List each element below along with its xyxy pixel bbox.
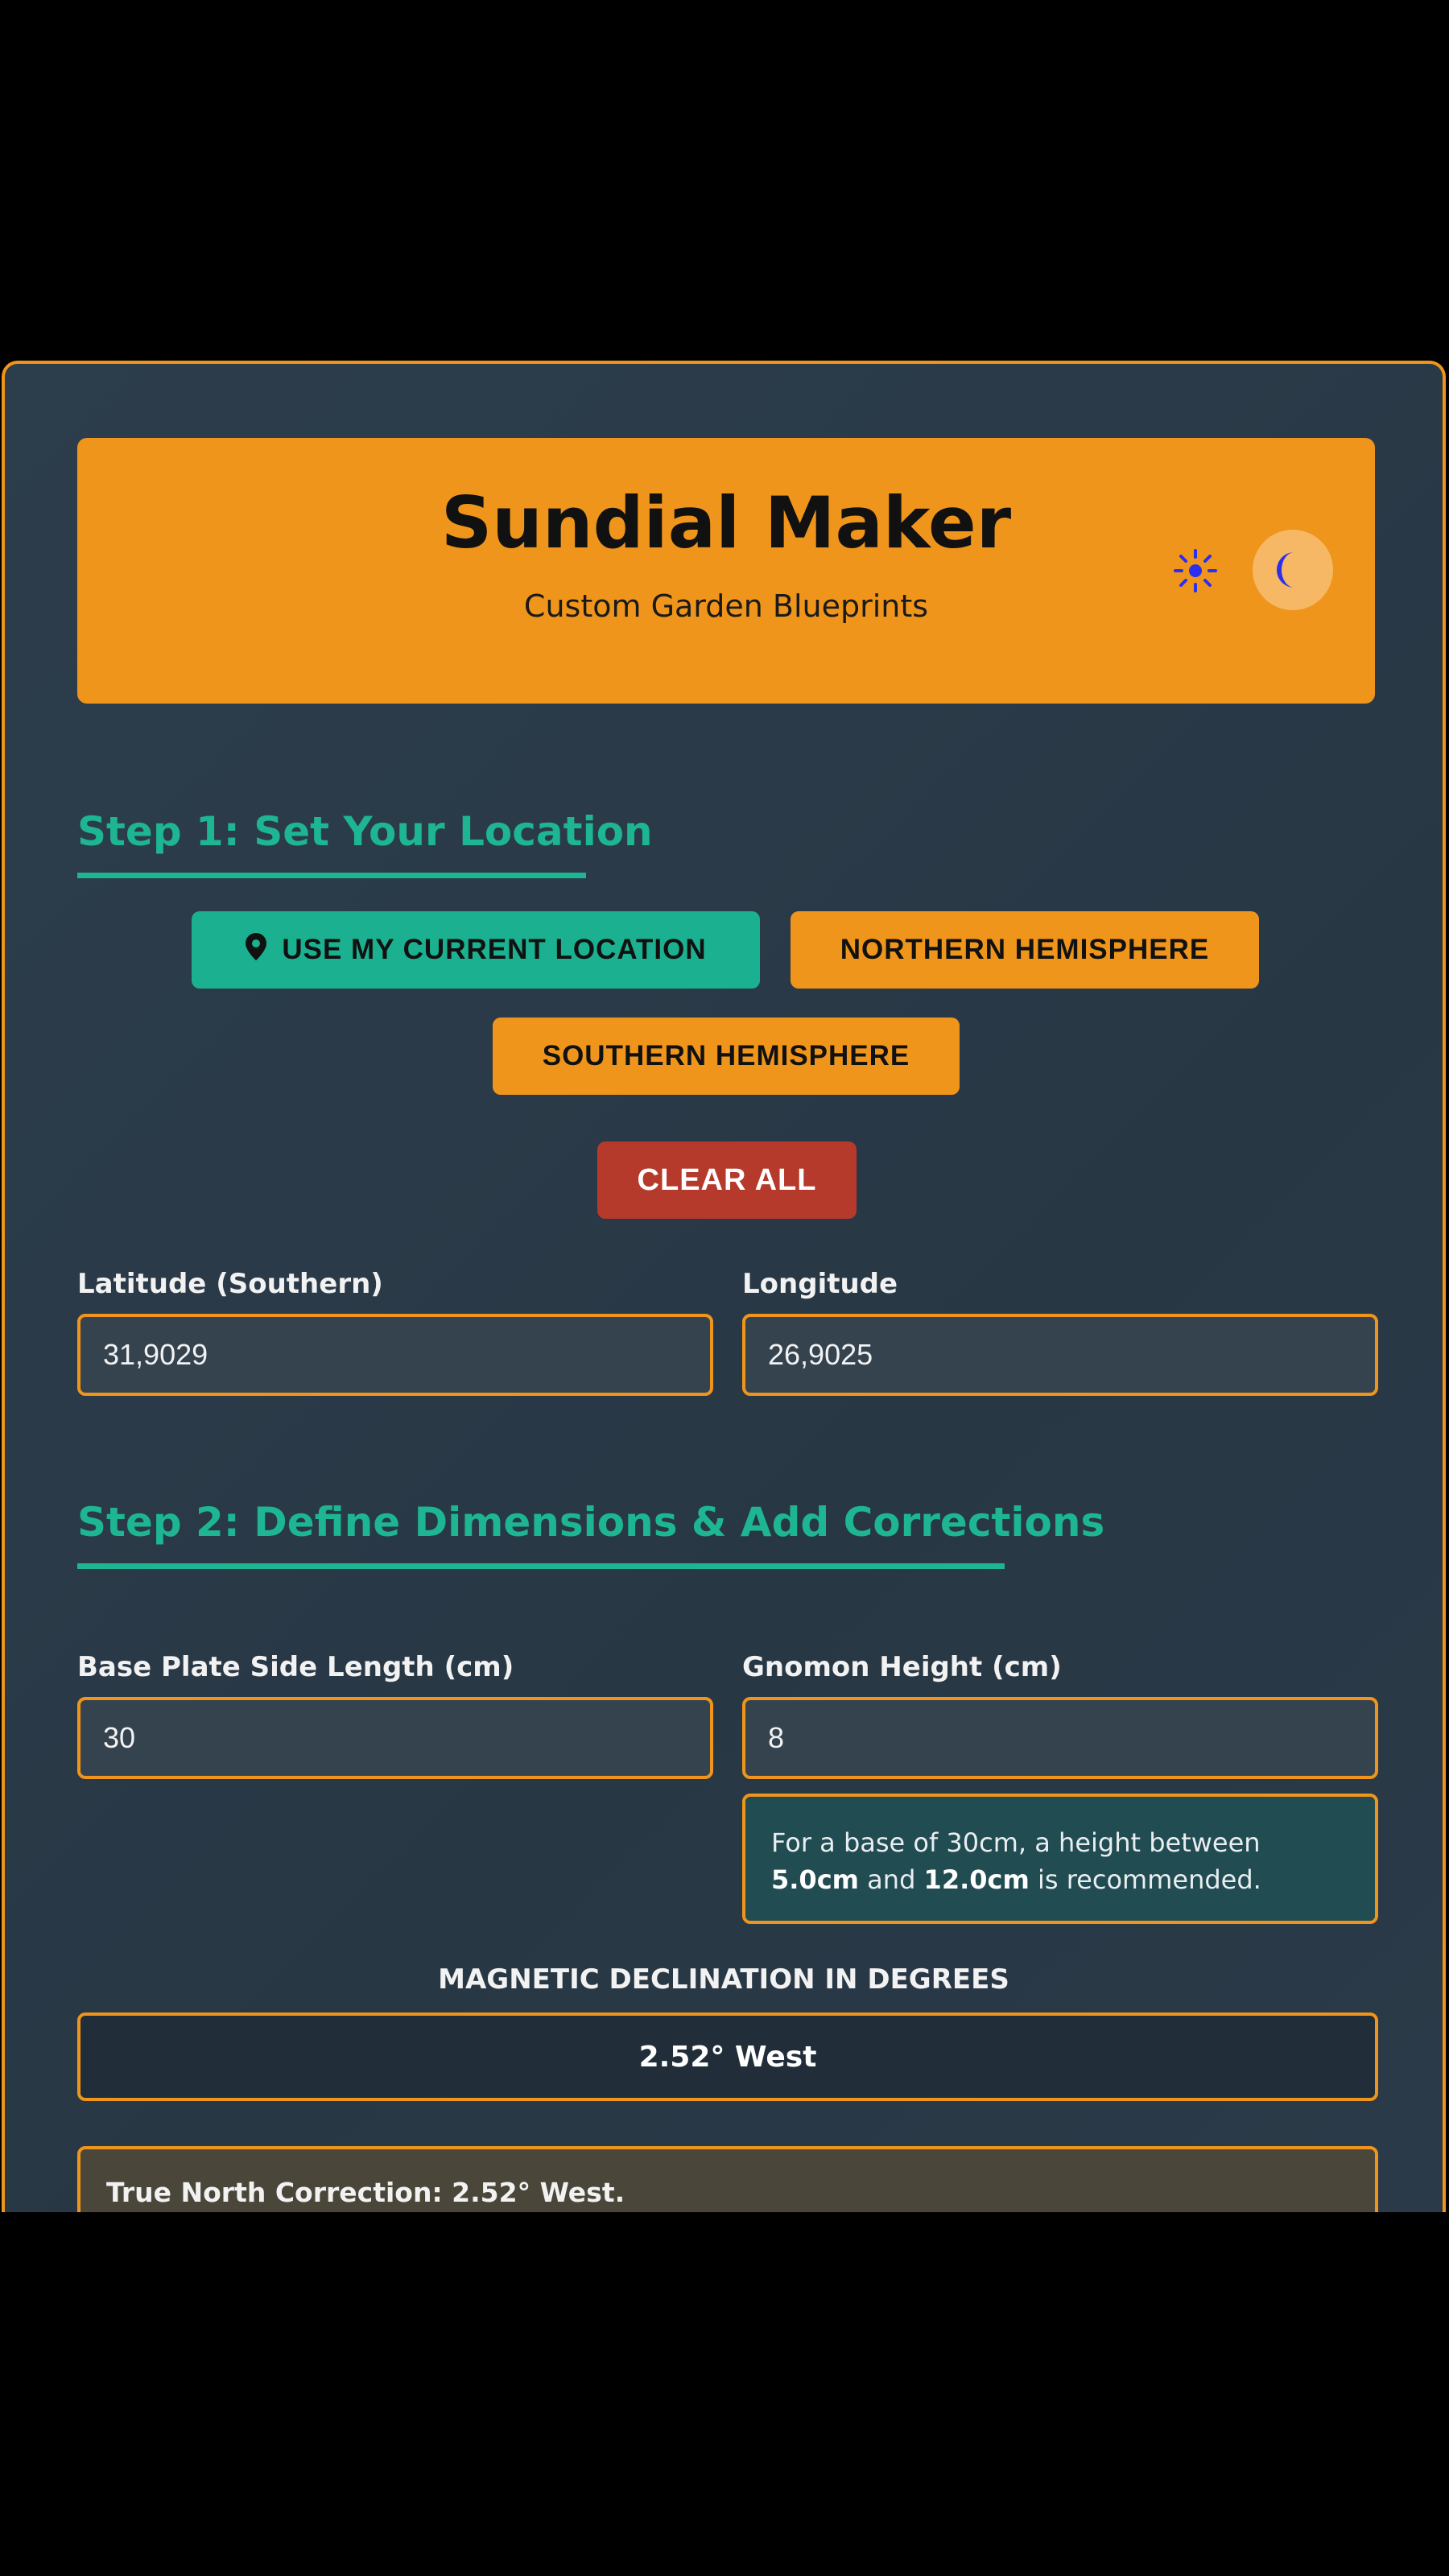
declination-value[interactable]: 2.52° West xyxy=(77,2013,1378,2101)
hint-min: 5.0cm xyxy=(771,1864,859,1895)
longitude-input[interactable] xyxy=(742,1314,1378,1396)
hint-prefix: For a base of 30cm, a height between xyxy=(771,1827,1261,1858)
step2-title: Step 2: Define Dimensions & Add Corrections xyxy=(77,1499,1105,1546)
longitude-label: Longitude xyxy=(742,1268,898,1300)
hint-suffix: is recommended. xyxy=(1029,1864,1261,1895)
step2-underline xyxy=(77,1563,1005,1569)
hint-middle: and xyxy=(859,1864,924,1895)
base-length-input[interactable] xyxy=(77,1697,713,1779)
latitude-label: Latitude (Southern) xyxy=(77,1268,383,1300)
southern-hemisphere-button[interactable]: SOUTHERN HEMISPHERE xyxy=(493,1018,960,1095)
gnomon-recommendation xyxy=(742,1794,1378,1924)
location-pin-icon xyxy=(245,932,267,968)
gnomon-height-label: Gnomon Height (cm) xyxy=(742,1651,1062,1683)
use-current-location-label: USE MY CURRENT LOCATION xyxy=(282,934,707,965)
moon-icon xyxy=(1270,547,1315,592)
true-north-correction: True North Correction: 2.52° West. xyxy=(77,2146,1378,2212)
hint-max: 12.0cm xyxy=(923,1864,1030,1895)
app-title: Sundial Maker xyxy=(440,481,1012,564)
clear-all-button[interactable]: CLEAR ALL xyxy=(597,1141,857,1219)
latitude-input[interactable] xyxy=(77,1314,713,1396)
base-length-label: Base Plate Side Length (cm) xyxy=(77,1651,514,1683)
declination-label: MAGNETIC DECLINATION IN DEGREES xyxy=(438,1963,1009,1996)
sun-icon[interactable] xyxy=(1172,547,1219,594)
gnomon-height-input[interactable] xyxy=(742,1697,1378,1779)
step1-title: Step 1: Set Your Location xyxy=(77,808,653,855)
northern-hemisphere-button[interactable]: NORTHERN HEMISPHERE xyxy=(791,911,1259,989)
use-current-location-button[interactable] xyxy=(192,911,760,989)
step1-underline xyxy=(77,873,586,878)
app-subtitle: Custom Garden Blueprints xyxy=(523,588,929,624)
header-banner xyxy=(77,438,1375,704)
sundial-card xyxy=(2,361,1446,2212)
dark-mode-toggle[interactable] xyxy=(1253,530,1333,610)
